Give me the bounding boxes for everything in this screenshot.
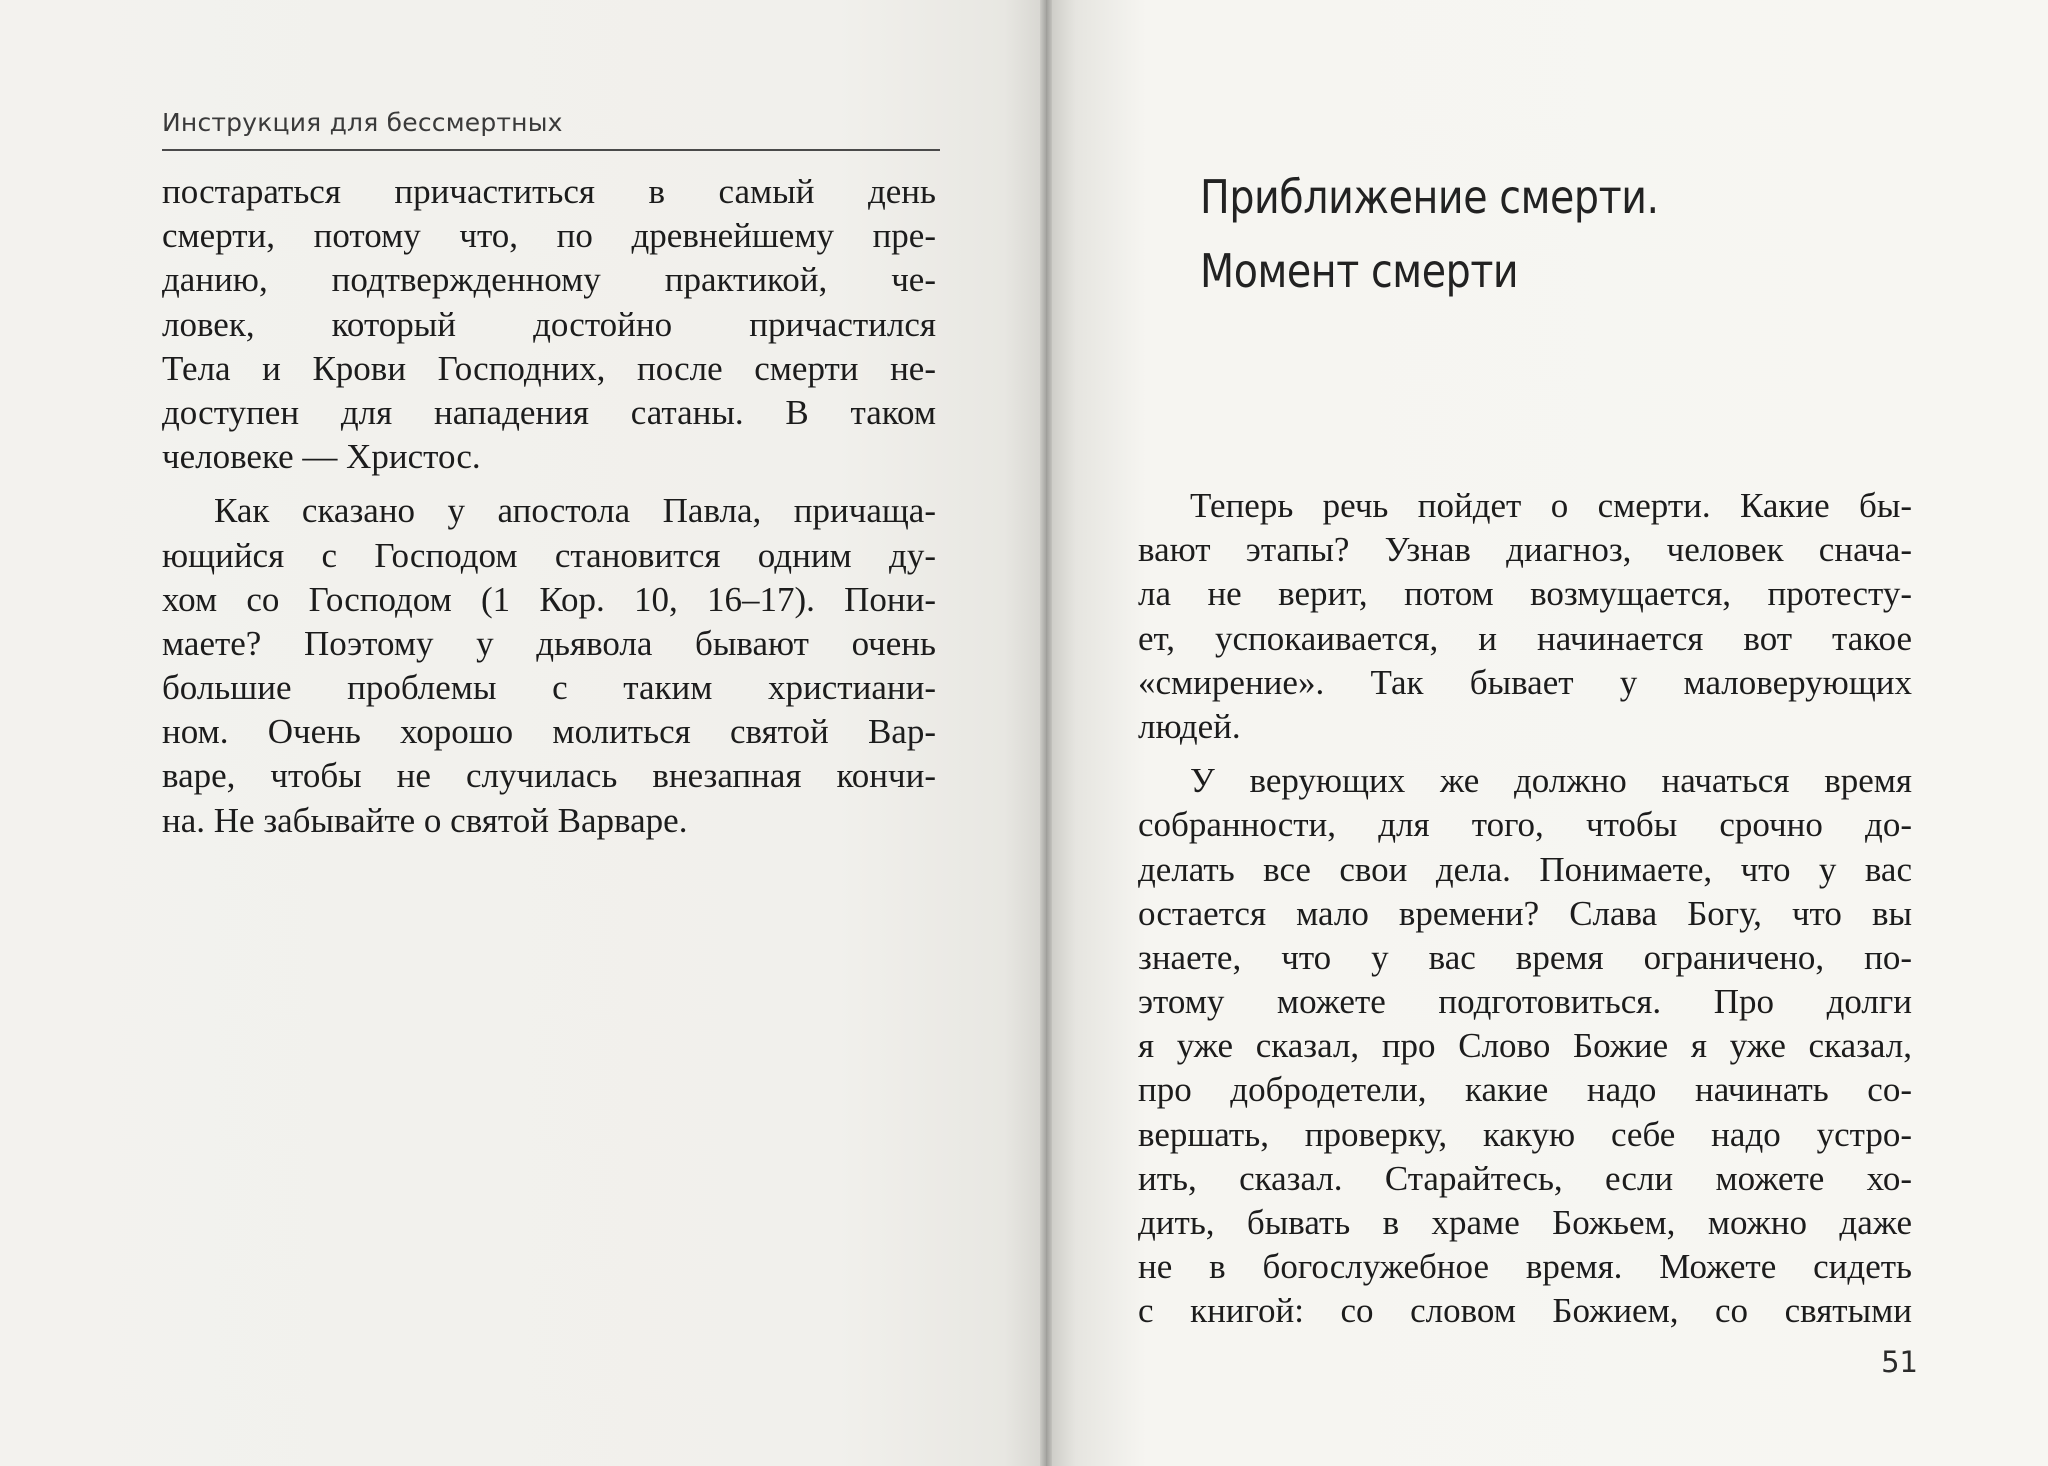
text-line: я уже сказал, про Слово Божие я уже сказал, — [1138, 1026, 1912, 1066]
text-line: данию, подтвержденному практикой, че- — [162, 260, 936, 300]
text-line: варе, чтобы не случилась внезапная кончи- — [162, 756, 936, 796]
text-line: ить, сказал. Старайтесь, если можете хо- — [1138, 1158, 1912, 1198]
text-line: вершать, проверку, какую себе надо устро- — [1138, 1114, 1912, 1154]
chapter-title-line: Приближение смерти. — [1200, 170, 1659, 224]
paragraph-gap — [1138, 749, 1912, 759]
running-header: Инструкция для бессмертных — [162, 108, 563, 137]
text-line: этому можете подготовиться. Про долги — [1138, 982, 1912, 1022]
page-number: 51 — [1881, 1345, 1918, 1379]
left-page-text — [162, 170, 936, 843]
header-rule — [162, 149, 940, 151]
text-line: большие проблемы с таким христиани- — [162, 668, 936, 708]
book-gutter — [1040, 0, 1052, 1466]
text-line: ла не верит, потом возмущается, протесту- — [1138, 574, 1912, 614]
text-line: на. Не забывайте о святой Варваре. — [162, 800, 688, 840]
text-line: маете? Поэтому у дьявола бывают очень — [162, 623, 936, 663]
text-line: У верующих же должно начаться время — [1190, 761, 1912, 801]
right-page-text — [1138, 484, 1912, 1334]
text-line: вают этапы? Узнав диагноз, человек снача- — [1138, 530, 1912, 570]
paragraph-gap — [162, 479, 936, 489]
text-line: дить, бывать в храме Божьем, можно даже — [1138, 1203, 1912, 1242]
text-line: не в богослужебное время. Можете сидеть — [1138, 1247, 1912, 1287]
text-line: Как сказано у апостола Павла, причаща- — [214, 491, 936, 531]
text-line: про добродетели, какие надо начинать со- — [1138, 1070, 1912, 1110]
text-line: ет, успокаивается, и начинается вот такое — [1138, 618, 1912, 658]
text-line: с книгой: со словом Божием, со святыми — [1138, 1291, 1912, 1331]
text-line: Теперь речь пойдет о смерти. Какие бы- — [1190, 486, 1912, 525]
text-line: смерти, потому что, по древнейшему пре- — [162, 216, 936, 256]
chapter-title-line: Момент смерти — [1200, 244, 1519, 298]
text-line: ном. Очень хорошо молиться святой Вар- — [162, 712, 936, 752]
text-line: постараться причаститься в самый день — [162, 172, 936, 211]
text-line: Тела и Крови Господних, после смерти не- — [162, 348, 936, 388]
chapter-title — [1200, 160, 1716, 308]
text-line: людей. — [1138, 706, 1241, 746]
text-line: «смирение». Так бывает у маловерующих — [1138, 662, 1912, 702]
text-line: знаете, что у вас время ограничено, по- — [1138, 937, 1912, 977]
text-line: ющийся с Господом становится одним ду- — [162, 535, 936, 575]
text-line: остается мало времени? Слава Богу, что вы — [1138, 893, 1912, 933]
text-line: человеке — Христос. — [162, 437, 481, 477]
text-line: хом со Господом (1 Кор. 10, 16–17). Пони- — [162, 579, 936, 619]
text-line: делать все свои дела. Понимаете, что у вас — [1138, 849, 1912, 889]
text-line: собранности, для того, чтобы срочно до- — [1138, 805, 1912, 845]
text-line: ловек, который достойно причастился — [162, 304, 936, 344]
text-line: доступен для нападения сатаны. В таком — [162, 392, 936, 432]
